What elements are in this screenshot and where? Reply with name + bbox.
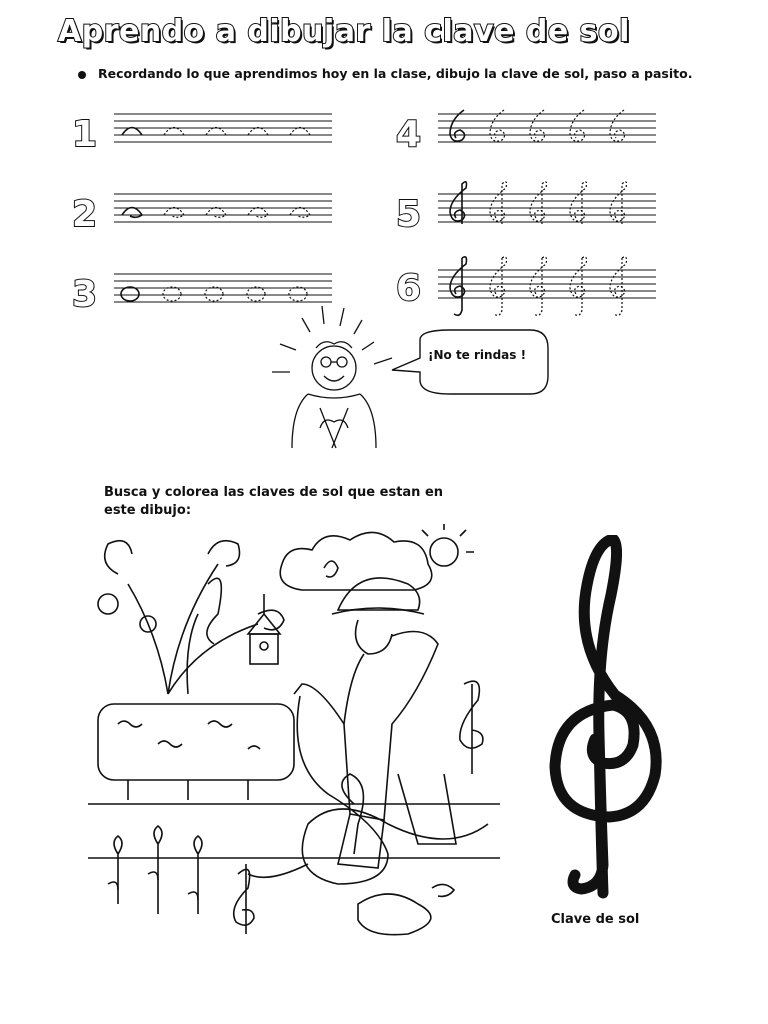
instruction-text: Recordando lo que aprendimos hoy en la clase, dibujo la clave de sol, paso a pasito. xyxy=(98,66,693,81)
treble-clef-icon xyxy=(515,535,675,905)
step-5 xyxy=(396,176,696,236)
staff-step-4 xyxy=(438,106,660,150)
teacher-illustration xyxy=(262,298,402,450)
step-1 xyxy=(72,106,372,166)
search-instruction: Busca y colorea las claves de sol que estan en este dibujo: xyxy=(104,485,444,518)
speech-bubble-shape xyxy=(390,328,550,398)
worksheet-title: Aprendo a dibujar la clave de sol xyxy=(58,14,630,49)
speech-text: ¡No te rindas ! xyxy=(428,348,527,362)
step-number: 2 xyxy=(72,194,98,235)
garden-coloring-illustration xyxy=(88,524,500,944)
staff-step-5 xyxy=(438,176,660,236)
step-2 xyxy=(72,186,372,246)
step-number: 4 xyxy=(396,114,422,155)
speech-bubble xyxy=(390,328,550,398)
staff-step-1 xyxy=(114,106,334,150)
staff-step-2 xyxy=(114,186,334,230)
step-number: 5 xyxy=(396,194,422,235)
step-6 xyxy=(396,254,696,326)
bullet-icon xyxy=(78,71,86,79)
clef-caption: Clave de sol xyxy=(551,912,640,927)
staff-step-6 xyxy=(438,254,660,324)
step-number: 6 xyxy=(396,268,422,309)
instruction-line xyxy=(78,66,692,81)
step-number: 1 xyxy=(72,114,98,155)
step-4 xyxy=(396,106,696,166)
step-number: 3 xyxy=(72,274,98,315)
